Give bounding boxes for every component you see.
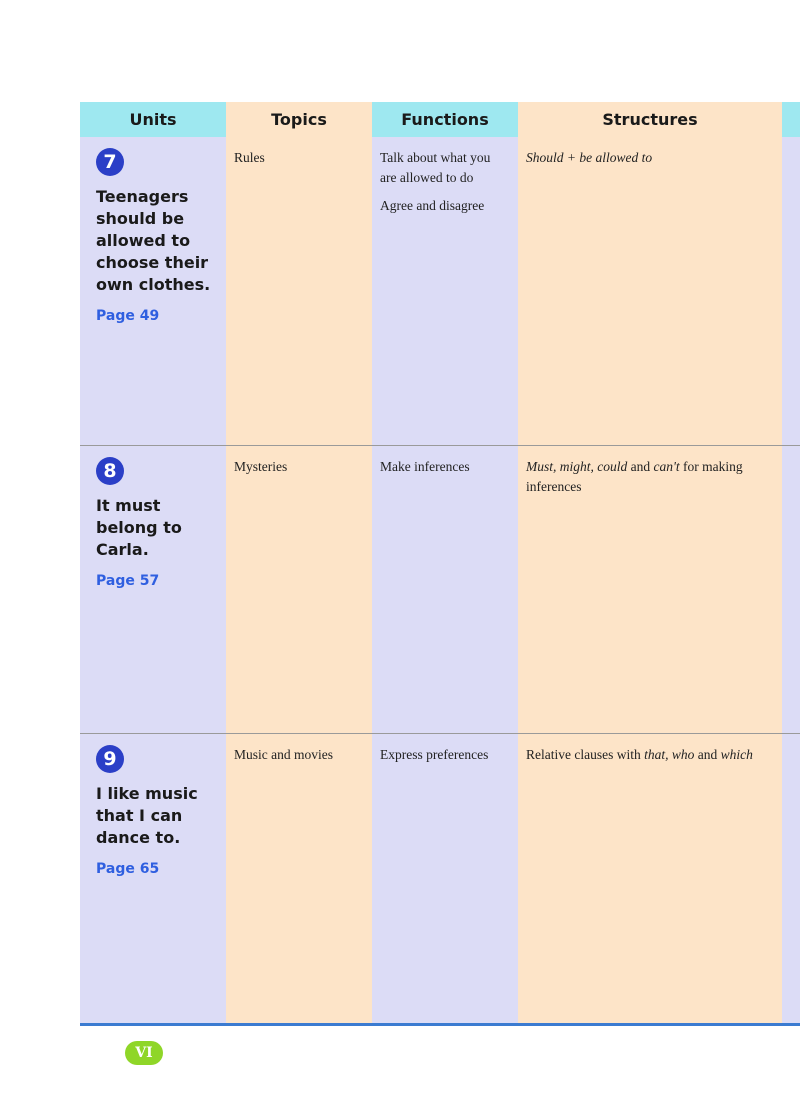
unit-number-badge: 9 [96,745,124,773]
topic-cell [234,745,364,773]
structures-column-bg [518,137,782,1024]
structures-cell [526,148,774,176]
functions-cell [380,148,510,224]
contents-table [80,102,800,1024]
functions-column-bg [372,137,518,1024]
table-row-unit-7 [96,148,226,324]
functions-cell [380,457,510,485]
structures-cell [526,457,774,505]
topics-column-bg [226,137,372,1024]
function-text: Make inferences [380,459,470,474]
structure-text: Must, might, could and can't for making inferences [526,459,743,494]
topic-cell [234,457,364,485]
functions-cell [380,745,510,773]
structure-text: Relative clauses with that, who and which [526,747,753,762]
header-functions: Functions [372,102,518,137]
header-units: Units [80,102,226,137]
table-header [80,102,800,137]
header-next-edge [782,102,800,137]
table-row-unit-9 [96,745,226,877]
unit-page-link[interactable]: Page 57 [96,573,160,589]
topic-text: Mysteries [234,459,288,474]
row-divider [80,445,800,446]
topic-text: Music and movies [234,747,333,762]
table-row-unit-8 [96,457,226,589]
unit-title: Teenagers should be allowed to choose their own clothes. [96,187,211,294]
header-topics: Topics [226,102,372,137]
page-number-badge: VI [125,1041,163,1065]
unit-page-link[interactable]: Page 65 [96,861,160,877]
function-text: Express preferences [380,747,489,762]
row-divider [80,733,800,734]
table-bottom-rule [80,1023,800,1026]
topic-cell [234,148,364,176]
topic-text: Rules [234,150,265,165]
function-text: Talk about what you are allowed to do [380,150,491,185]
unit-title: I like music that I can dance to. [96,784,198,847]
unit-number-badge: 7 [96,148,124,176]
unit-page-link[interactable]: Page 49 [96,308,160,324]
next-column-edge [782,102,800,1024]
function-text: Agree and disagree [380,198,485,213]
unit-number-badge: 8 [96,457,124,485]
unit-title: It must belong to Carla. [96,496,182,559]
structures-cell [526,745,774,773]
header-structures: Structures [518,102,782,137]
structure-text: Should + be allowed to [526,150,653,165]
